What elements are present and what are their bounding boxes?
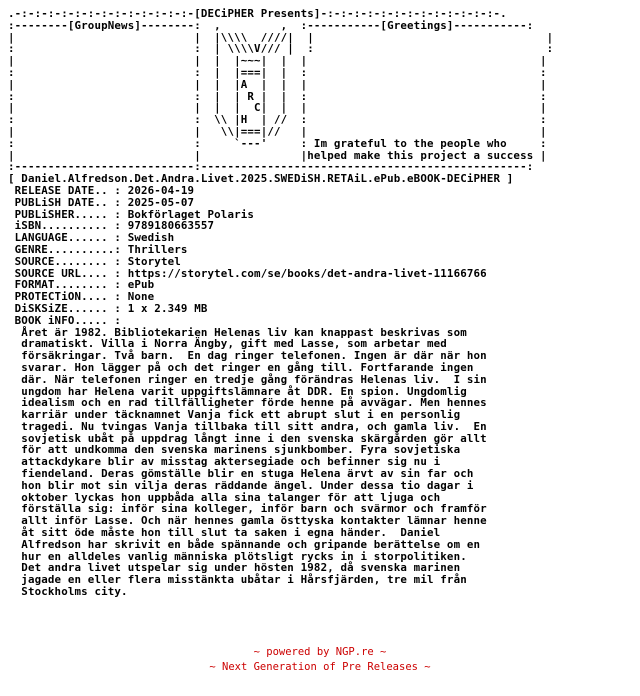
nfo-line: GENRE..........: Thrillers — [8, 242, 188, 256]
nfo-line: | | |helped make this project a success | — [8, 148, 547, 162]
nfo-line: dramatiskt. Villa i Norra Ängby, gift med Lasse, som arbetar med — [8, 337, 447, 351]
nfo-line: | | \\|===|// | | — [8, 124, 547, 138]
nfo-line: hon blir mot sin vilja deras räddande ängel. Under dessa tio dagar i — [8, 478, 474, 492]
footer-powered-by: ~ powered by NGP.re ~ — [253, 646, 387, 658]
nfo-line: åt sitt öde måste hon till slut ta saken i egna händer. Daniel — [8, 526, 441, 540]
nfo-text-block — [8, 8, 553, 598]
nfo-line: allt inför Lasse. Och när hennes gamla östtyska kontakter lämnar henne — [8, 514, 487, 528]
nfo-line: sovjetisk ubåt på uppdrag långt inne i den svenska skärgården gör allt — [8, 431, 487, 445]
nfo-line: DiSKSiZE...... : 1 x 2.349 MB — [8, 301, 208, 315]
nfo-line: försäkringar. Två barn. En dag ringer telefonen. Ingen är där när hon — [8, 349, 487, 363]
nfo-line: | | | |A | | | | — [8, 77, 547, 91]
nfo-line: Stockholms city. — [8, 585, 128, 599]
nfo-line: karriär under täcknamnet Vanja fick ett abrupt slut i en personlig — [8, 408, 461, 422]
nfo-line: Alfredson har skrivit en både spännande och gripande berättelse om en — [8, 537, 481, 551]
nfo-line: PROTECTiON.... : None — [8, 290, 155, 304]
nfo-line: iSBN.......... : 9789180663557 — [8, 219, 215, 233]
nfo-line: Året är 1982. Bibliotekarien Helenas liv kan knappast beskrivas som — [8, 325, 467, 339]
nfo-line: oktober lyckas hon uppbåda alla sina talanger för att ljuga och — [8, 490, 441, 504]
nfo-line: Det andra livet utspelar sig under hösten 1982, då svenska marinen — [8, 561, 461, 575]
nfo-line: idealism och en rad tillfälligheter förde henne på avvägar. Men hennes — [8, 396, 487, 410]
nfo-line: BOOK iNFO..... : — [8, 313, 122, 327]
footer — [0, 645, 640, 675]
nfo-line: | | |\\\\ ////| | | — [8, 30, 554, 44]
nfo-line: | | | |~~~| | | | — [8, 54, 547, 68]
nfo-line: : : `---' : Im grateful to the people who : — [8, 136, 547, 150]
nfo-line: SOURCE URL.... : https://storytel.com/se/books/det-andra-livet-11166766 — [8, 266, 487, 280]
nfo-line: : : | |===| | : : — [8, 65, 547, 79]
nfo-line: PUBLiSH DATE.. : 2025-05-07 — [8, 195, 195, 209]
nfo-line: | | | | C| | | | — [8, 101, 547, 115]
nfo-line: fiendeland. Deras gömställe blir en stuga Helena ärvt av sin far och — [8, 467, 474, 481]
nfo-line: [ Daniel.Alfredson.Det.Andra.Livet.2025.SWEDiSH.RETAiL.ePub.eBOOK-DECiPHER ] — [8, 172, 514, 186]
nfo-line: LANGUAGE...... : Swedish — [8, 231, 175, 245]
nfo-line: : : | | R | | : : — [8, 89, 547, 103]
nfo-line: .-:-:-:-:-:-:-:-:-:-:-:-:-:-[DECiPHER Presents]-:-:-:-:-:-:-:-:-:-:-:-:-:-. — [8, 7, 507, 20]
footer-tagline: ~ Next Generation of Pre Releases ~ — [209, 661, 431, 673]
nfo-line: för att undkomma den svenska marinens sjunkbomber. Fyra sovjetiska — [8, 443, 461, 457]
nfo-line: hur en alldeles vanlig människa plötsligt rycks in i storpolitiken. — [8, 549, 467, 563]
nfo-line: :--------[GroupNews]--------: , , :-----------[Greetings]-----------: — [8, 18, 534, 32]
nfo-line: attackdykare blir av misstag aktersegiade och befinner sig nu i — [8, 455, 441, 469]
nfo-line: PUBLiSHER..... : Bokförlaget Polaris — [8, 207, 255, 221]
nfo-line: jagade en eller flera misstänkta ubåtar i Hårsfjärden, tre mil från — [8, 573, 467, 587]
nfo-line: förställa sig: inför sina kolleger, inför barn och svärmor och framför — [8, 502, 487, 516]
nfo-line: RELEASE DATE.. : 2026-04-19 — [8, 183, 195, 197]
nfo-line: tragedi. Nu tvingas Vanja tillbaka till sitt andra, och gamla liv. En — [8, 419, 487, 433]
nfo-line: ungdom har Helena varit uppgiftslämnare åt DDR. En spion. Ungdomlig — [8, 384, 467, 398]
nfo-line: där. När telefonen ringer en tredje gång förändras Helenas liv. I sin — [8, 372, 487, 386]
nfo-line: : : | \\\\V/// | : : — [8, 42, 554, 56]
nfo-line: FORMAT........ : ePub — [8, 278, 155, 292]
nfo-line: svarar. Hon lägger på och det ringer en gång till. Fortfarande ingen — [8, 360, 474, 374]
nfo-line: : : \\ |H | // : : — [8, 113, 547, 127]
nfo-line: SOURCE........ : Storytel — [8, 254, 181, 268]
nfo-line: :---------------------------:-------------------------------------------------: — [8, 160, 534, 174]
